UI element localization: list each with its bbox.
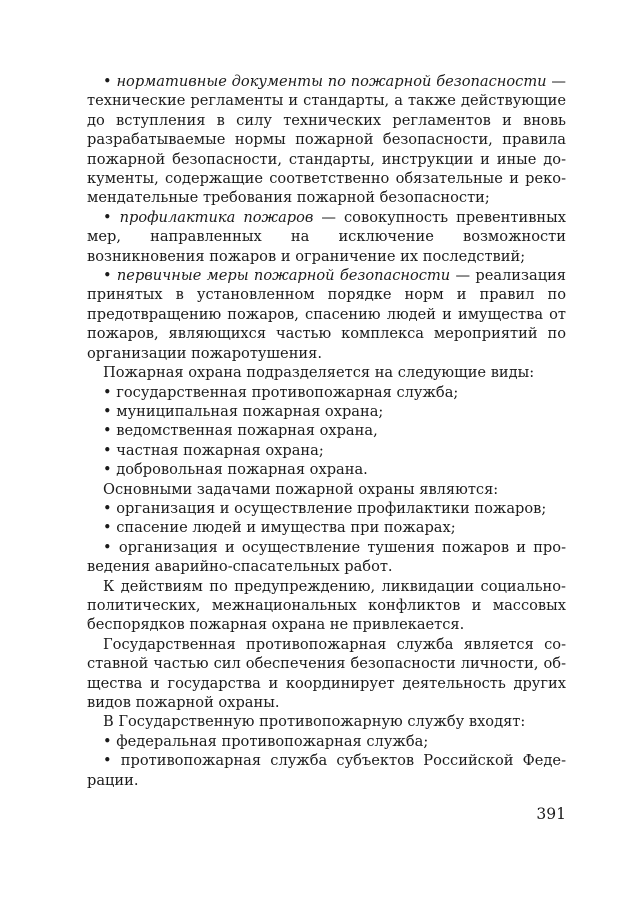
paragraph bbox=[87, 712, 566, 731]
bullet: • bbox=[103, 538, 112, 556]
bullet: • bbox=[103, 752, 112, 770]
bullet: • bbox=[103, 402, 112, 420]
definition-paragraph bbox=[87, 208, 566, 266]
bullet: • bbox=[103, 267, 112, 285]
list-item bbox=[87, 538, 566, 577]
paragraph bbox=[87, 635, 566, 713]
list-item-text: ведомственная пожарная охрана, bbox=[111, 422, 378, 440]
definition-paragraph bbox=[87, 72, 566, 208]
bullet: • bbox=[103, 499, 112, 517]
list-item bbox=[87, 732, 566, 751]
bullet: • bbox=[103, 732, 112, 750]
paragraph-text: Основными задачами пожарной охраны являются: bbox=[103, 480, 499, 498]
bullet: • bbox=[103, 208, 112, 226]
list-item-text: организация и осуществление профилактики пожаров; bbox=[111, 499, 547, 517]
list-item-text: спасение людей и имущества при пожарах; bbox=[111, 519, 456, 537]
bullet: • bbox=[103, 461, 112, 479]
bullet: • bbox=[103, 73, 112, 90]
definition-paragraph bbox=[87, 266, 566, 363]
paragraph-text: Государственная противопожарная служба является составной частью сил обеспечения безопасности личности, общества и государства и координирует деятельность других видов пожарной охраны. bbox=[87, 635, 566, 711]
list-item-text: муниципальная пожарная охрана; bbox=[111, 402, 384, 420]
paragraph bbox=[87, 363, 566, 382]
list-item bbox=[87, 383, 566, 402]
paragraph bbox=[87, 577, 566, 635]
paragraph-text: К действиям по предупреждению, ликвидации социально-политических, межнациональных конфликтов и массовых беспорядков пожарная охрана не привлекается. bbox=[87, 577, 566, 634]
paragraph-text: В Государственную противопожарную службу входят: bbox=[103, 713, 526, 731]
list-item bbox=[87, 460, 566, 479]
definition-term: нормативные документы по пожарной безопасности bbox=[116, 73, 547, 90]
list-item bbox=[87, 518, 566, 537]
list-item-text: организация и осуществление тушения пожаров и проведения аварийно-спасательных работ. bbox=[87, 538, 566, 576]
paragraph-text: Пожарная охрана подразделяется на следующие виды: bbox=[103, 364, 535, 382]
list-item-text: добровольная пожарная охрана. bbox=[111, 461, 368, 479]
list-item bbox=[87, 751, 566, 790]
list-item-text: противопожарная служба субъектов Российской Федерации. bbox=[87, 752, 566, 789]
page-number: 391 bbox=[536, 805, 566, 823]
paragraph-text: — технические регламенты и стандарты, а также действующие до вступления в силу технических регламентов и вновь разрабатываемые нормы пожарной безопасности, правила пожарной безопасности, стандарты, инструкции и иные документы, содержащие соответственно обязательные и рекомендательные требования пожарной безопасности; bbox=[87, 73, 567, 207]
definition-term: первичные меры пожарной безопасности bbox=[116, 267, 451, 285]
page-body-text bbox=[87, 72, 566, 790]
paragraph-text: — совокупность превентивных мер, направленных на исключение возможности возникновения пожаров и ограничение их последствий; bbox=[87, 208, 566, 265]
bullet: • bbox=[103, 383, 112, 401]
list-item-text: государственная противопожарная служба; bbox=[111, 383, 459, 401]
bullet: • bbox=[103, 519, 112, 537]
list-item-text: федеральная противопожарная служба; bbox=[111, 732, 429, 750]
paragraph bbox=[87, 480, 566, 499]
bullet: • bbox=[103, 441, 112, 459]
definition-term: профилактика пожаров bbox=[119, 208, 314, 226]
bullet: • bbox=[103, 422, 112, 440]
list-item-text: частная пожарная охрана; bbox=[111, 441, 324, 459]
list-item bbox=[87, 441, 566, 460]
list-item bbox=[87, 402, 566, 421]
list-item bbox=[87, 499, 566, 518]
list-item bbox=[87, 421, 566, 440]
paragraph-text: — реализация принятых в установленном порядке норм и правил по предотвращению пожаров, спасению людей и имущества от пожаров, являющихся частью комплекса мероприятий по организации пожаротушения. bbox=[87, 267, 567, 362]
